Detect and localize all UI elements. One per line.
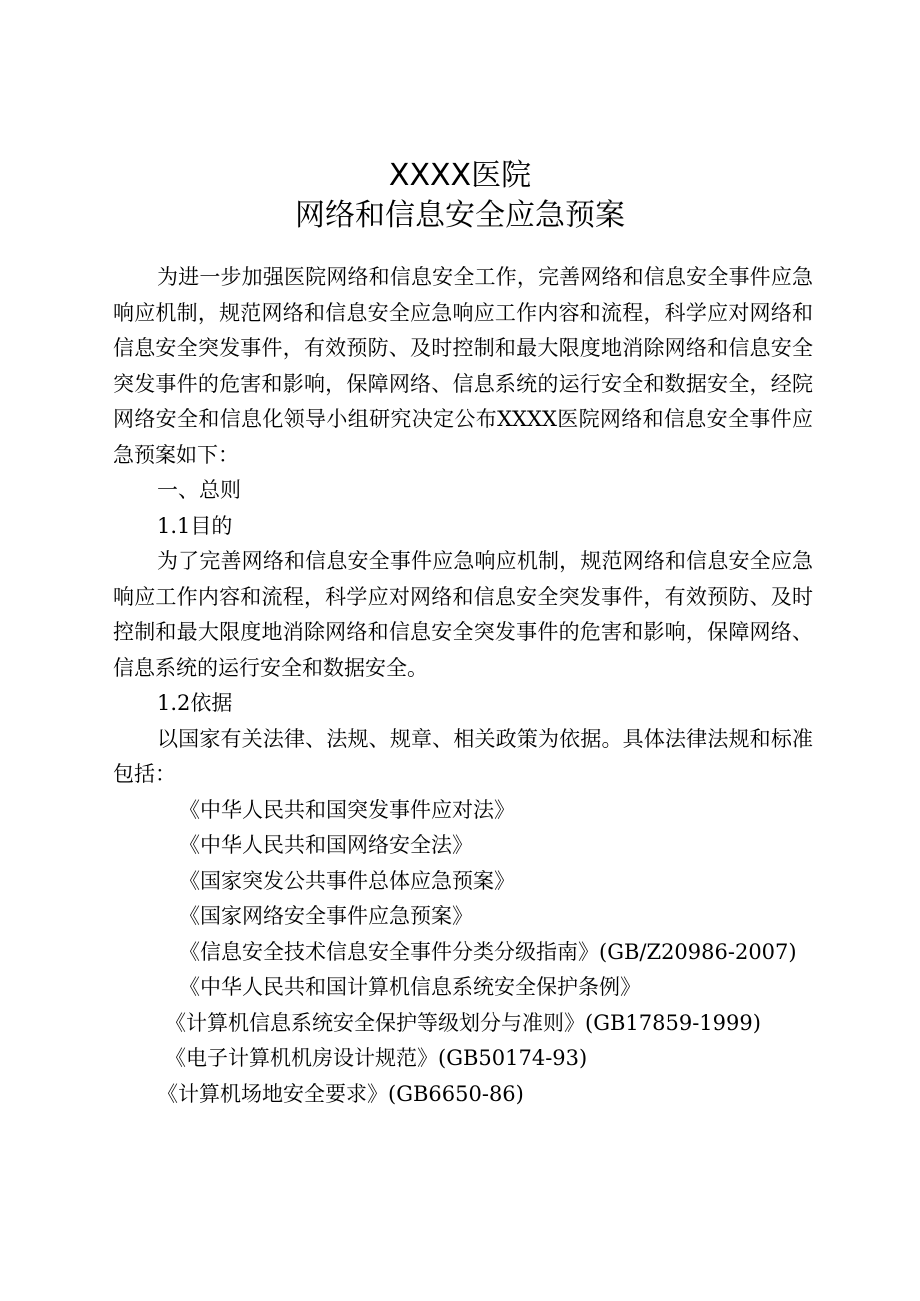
reference-item: 《信息安全技术信息安全事件分类分级指南》(GB/Z20986-2007) xyxy=(179,939,797,964)
reference-item: 《中华人民共和国网络安全法》 xyxy=(179,833,473,857)
intro-paragraph: 为进一步加强医院网络和信息安全工作，完善网络和信息安全事件应急响应机制，规范网络和信息安全应急响应工作内容和流程，科学应对网络和信息安全突发事件，有效预防、及时控制和最大限度地消除网络和信息安全突发事件的危害和影响，保障网络、信息系统的运行安全和数据安全，经院网络安全和信息化领导小组研究决定公布XXXX医院网络和信息安全事件应急预案如下： xyxy=(113,265,813,467)
document-title-line2: 网络和信息安全应急预案 xyxy=(295,198,625,233)
reference-item: 《中华人民共和国突发事件应对法》 xyxy=(179,797,515,822)
subsection-heading-purpose: 1.1目的 xyxy=(157,513,233,538)
reference-item: 《国家网络安全事件应急预案》 xyxy=(179,904,473,928)
subsection-heading-basis: 1.2依据 xyxy=(157,691,233,715)
reference-item: 《计算机场地安全要求》(GB6650-86) xyxy=(157,1081,524,1106)
reference-item: 《计算机信息系统安全保护等级划分与准则》(GB17859-1999) xyxy=(165,1010,761,1035)
reference-item: 《中华人民共和国计算机信息系统安全保护条例》 xyxy=(179,975,641,999)
document-body xyxy=(113,260,813,1112)
section-heading-general: 一、总则 xyxy=(157,478,241,502)
document-title-line1: XXXX医院 xyxy=(388,158,532,193)
basis-paragraph: 以国家有关法律、法规、规章、相关政策为依据。具体法律法规和标准包括： xyxy=(113,726,813,786)
purpose-paragraph: 为了完善网络和信息安全事件应急响应机制，规范网络和信息安全应急响应工作内容和流程，科学应对网络和信息安全突发事件，有效预防、及时控制和最大限度地消除网络和信息安全突发事件的危害和影响，保障网络、信息系统的运行安全和数据安全。 xyxy=(113,549,813,680)
reference-item: 《国家突发公共事件总体应急预案》 xyxy=(179,868,515,893)
reference-item: 《电子计算机机房设计规范》(GB50174-93) xyxy=(165,1046,588,1070)
